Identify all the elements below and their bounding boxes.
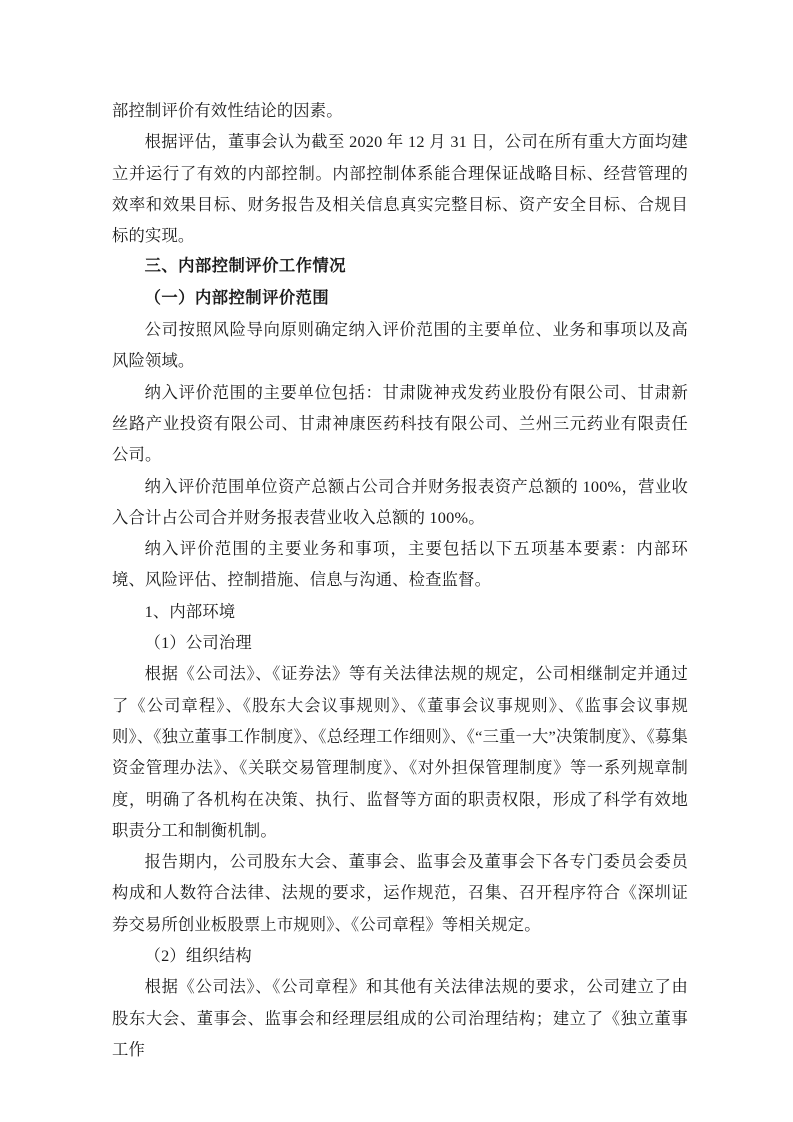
list-item-corporate-governance: （1）公司治理 — [144, 633, 252, 653]
section-heading-evaluation-work: 三、内部控制评价工作情况 — [144, 257, 346, 276]
paragraph-governance-structure: 根据《公司法》、《公司章程》和其他有关法律法规的要求，公司建立了由股东大会、董事会、监事会和经理层组成的公司治理结构；建立了《独立董事工作 — [112, 977, 688, 1059]
paragraph-asset-revenue-coverage: 纳入评价范围单位资产总额占公司合并财务报表资产总额的 100%，营业收入合计占公司合并财务报表营业收入总额的 100%。 — [112, 476, 688, 527]
paragraph-risk-oriented-principle: 公司按照风险导向原则确定纳入评价范围的主要单位、业务和事项以及高风险领域。 — [112, 320, 688, 371]
paragraph-rules-and-systems: 根据《公司法》、《证券法》等有关法律法规的规定，公司相继制定并通过了《公司章程》、《股东大会议事规则》、《董事会议事规则》、《监事会议事规则》、《独立董事工作制度》、《总经理工作细则》、《“三重一大”决策制度》、《募集资金管理办法》、《关联交易管理制度》、《对外担保管理制度》等一系列规章制度，明确了各机构在决策、执行、监督等方面的职责权限，形成了科学有效地职责分工和制衡机制。 — [112, 664, 688, 840]
paragraph-reporting-period-governance: 报告期内，公司股东大会、董事会、监事会及董事会下各专门委员会委员构成和人数符合法律、法规的要求，运作规范，召集、召开程序符合《深圳证券交易所创业板股票上市规则》、《公司章程》等相关规定。 — [112, 852, 688, 934]
paragraph-five-elements: 纳入评价范围的主要业务和事项，主要包括以下五项基本要素：内部环境、风险评估、控制措施、信息与沟通、检查监督。 — [112, 539, 688, 590]
paragraph-evaluation-conclusion: 根据评估，董事会认为截至 2020 年 12 月 31 日，公司在所有重大方面均建立并运行了有效的内部控制。内部控制体系能合理保证战略目标、经营管理的效率和效果目标、财务报告及相关信息真实完整目标、资产安全目标、合规目标的实现。 — [112, 132, 688, 246]
paragraph-units-included: 纳入评价范围的主要单位包括：甘肃陇神戎发药业股份有限公司、甘肃新丝路产业投资有限公司、甘肃神康医药科技有限公司、兰州三元药业有限责任公司。 — [112, 382, 688, 465]
paragraph-continuation: 部控制评价有效性结论的因素。 — [112, 101, 343, 120]
list-item-organizational-structure: （2）组织结构 — [144, 946, 252, 966]
subsection-heading-evaluation-scope: （一）内部控制评价范围 — [144, 288, 330, 307]
list-item-internal-environment: 1、内部环境 — [144, 601, 236, 621]
